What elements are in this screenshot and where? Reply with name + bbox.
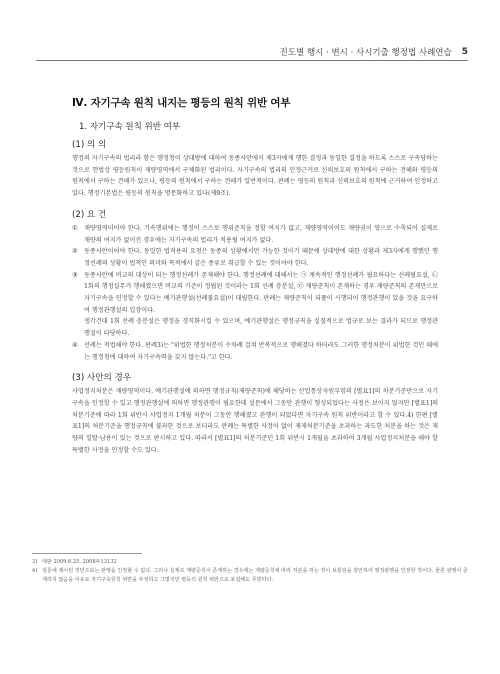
requirement-number: ② xyxy=(72,247,78,256)
requirement-text: 재량영역이어야 한다. 기속행위에는 행정이 스스로 행위준칙을 정할 여지가 없고, 재량영역이어도 재량권이 영으로 수축되어 실제로 재량의 여지가 없어진 경우에는 자기구속의 법리가 적용될 여지가 없다. xyxy=(84,224,438,244)
requirement-number: ④ xyxy=(72,340,78,349)
requirement-text: 동종사안이어야 한다. 동일한 법적용의 요청은 동종의 상황에서만 가능한 것이기 때문에 상대방에 대한 상황과 제3자에게 행했던 행정선례의 상황이 법적인 의미와 목적에서 같은 종류로 취급할 수 있는 것이어야 한다. xyxy=(84,248,438,267)
footnote-rule xyxy=(32,553,142,554)
requirement-item xyxy=(72,223,438,246)
requirement-item xyxy=(72,246,438,269)
requirement-number: ① xyxy=(72,223,78,232)
page-number: 5 xyxy=(461,47,468,57)
footnote-number: 4) xyxy=(32,568,38,575)
requirement-text: 동종사안에 비교의 대상이 되는 행정선례가 존재해야 한다. 행정선례에 대해서는 ㉠ 계속적인 행정선례가 필요하다는 선례필요설, ㉡ 1회의 행정실무가 행해졌으면 비교의 기준이 정립된 것이라는 1회 선례 충분설, ㉢ 재량준칙이 존재하는 경우 재량준칙의 존재만으로 자기구속을 인정할 수 있다는 예기관행설(선례불요설)이 대립한다. 판례는 재량준칙이 되풀이 시행되어 행정관행이 있을 것을 요구하여 행정관행설의 입장이다. xyxy=(84,271,438,314)
footnotes xyxy=(32,553,468,586)
header-title-group xyxy=(280,46,468,58)
footnote xyxy=(32,558,468,567)
requirement-opinion-text: 생각건대 1회 선례 충분설은 행정을 경직화시킬 수 있으며, 예기관행설은 행정규칙을 실질적으로 법규로 보는 결과가 되므로 행정관행설이 타당하다. xyxy=(84,318,438,338)
requirement-number: ③ xyxy=(72,270,78,279)
section-heading: Ⅳ. 자기구속 원칙 내지는 평등의 원칙 위반 여부 xyxy=(72,97,291,109)
footnote-text: 대판 2009.6.25. 2008두13132 xyxy=(42,559,117,565)
main-content xyxy=(72,95,438,456)
footnote-number: 3) xyxy=(32,559,38,565)
footnote xyxy=(32,567,468,585)
meaning-heading: (1) 의 의 xyxy=(72,140,107,150)
requirement-opinion xyxy=(72,316,438,339)
meaning-paragraph: 행정의 자기구속의 법리라 함은 행정청이 상대방에 대하여 동종사안에서 제3자에게 행한 결정과 동일한 결정을 하도록 스스로 구속당하는 것으로 헌법상 평등원칙이 재량영역에서 구체화된 법리이다. 자기구속의 법리의 인정근거로 신뢰보호의 원칙에서 구하는 견해와 평등의 원칙에서 구하는 견해가 있으나, 평등의 원칙에서 구하는 견해가 일반적이다. 판례는 평등의 원칙과 신뢰보호의 원칙에 근거하여 인정하고 있다. 행정기본법은 평등의 원칙을 명문화하고 있다(제9조). xyxy=(72,155,438,198)
footnote-text: 설문에 제시된 것만으로는 관행을 인정할 수 없다. 그러나 실제로 재량준칙이 존재하는 경우에는 재량준칙에 따라 처분을 하는 것이 보통임을 감안하여 행정관행을 인정한 것이다. 물론 관행이 존재하지 않음을 이유로 자기구속원칙 위반을 부정하고 그렇지만 평등의 원칙 위반으로 포섭해도 무방하다. xyxy=(42,568,468,584)
case-heading: (3) 사안의 경우 xyxy=(72,373,132,384)
requirement-item xyxy=(72,340,438,363)
requirement-item xyxy=(72,270,438,317)
running-title: 진도별 행시 · 변시 · 사시기출 행정법 사례연습 xyxy=(279,48,452,58)
requirements-heading: (2) 요 건 xyxy=(72,209,107,220)
subsection-heading: 1. 자기구속 원칙 위반 여부 xyxy=(79,122,181,132)
header-rule xyxy=(36,60,468,61)
case-paragraph: 사업정지처분은 재량영역이다. 예기관행설에 의하면 행정규칙(재량준칙)에 해당하는 산업통상자원부령의 [별표1]의 처분기준만으로 자기구속을 인정할 수 있고 행정관행설에 의하면 행정관행이 필요한데 설문에서 그동안 관행이 형성되었다는 사정은 보이지 않지만 [별표1]의 처분기준에 따라 1회 위반시 사업정지 1개월 처분이 그동안 행해졌고 관행이 되었다면 자기구속 원칙 위반이라고 할 수 있다.4) 한편 [별표1]의 처분기준을 행정규칙에 불과한 것으로 보더라도 판례는 특별한 사정이 없이 재재처분기준을 초과하는 과도한 처분을 하는 것은 재량의 일탈·남용이 있는 것으로 판시하고 있다. 따라서 [별표1]의 처분기준인 1회 위반시 1개월을 초과하여 3개월 사업정지처분을 해야 할 특별한 사정을 인정할 수도 있다. xyxy=(72,388,438,454)
requirement-text: 선례는 적법해야 한다. 판례3)는 "위법한 행정처분이 수차례 걸쳐 반복적으로 행해졌다 하더라도 그러한 행정처분이 위법한 것인 때에는 행정청에 대하여 자기구속력을 갖지 않는다."고 한다. xyxy=(84,341,438,361)
